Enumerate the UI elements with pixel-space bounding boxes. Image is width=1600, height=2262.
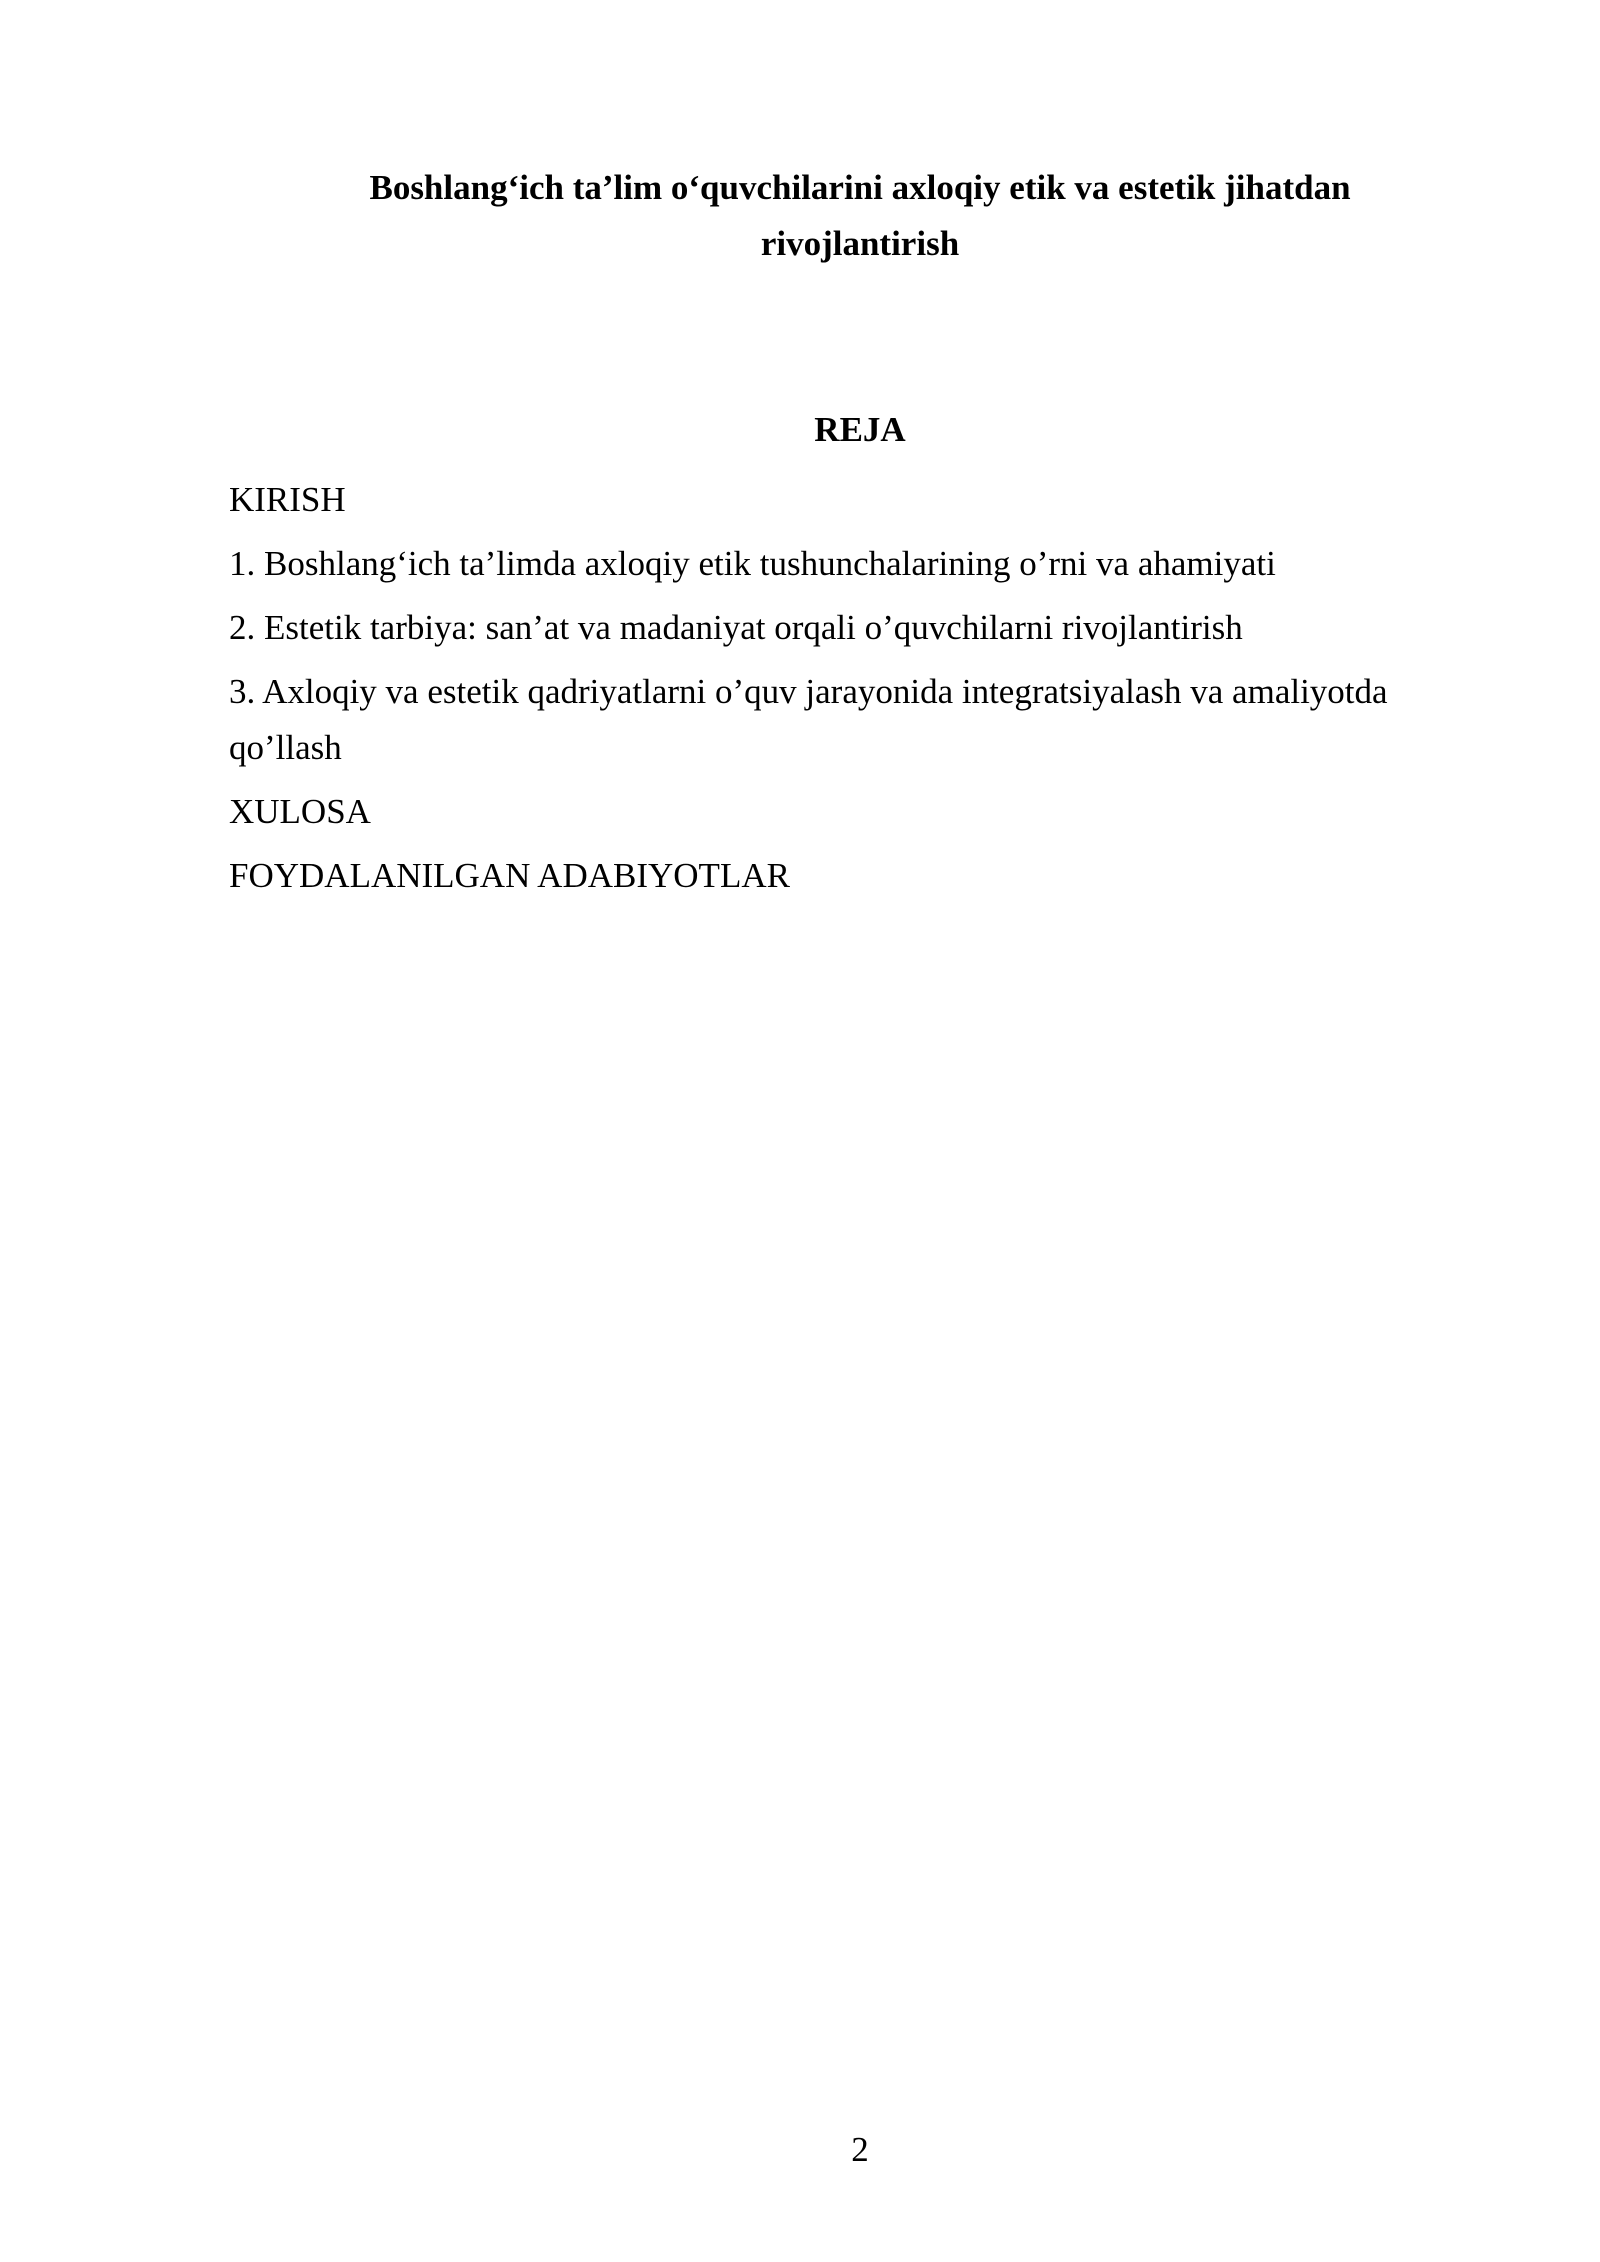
plan-list [229, 472, 1489, 912]
document-title [300, 160, 1420, 272]
document-title-line-1: Boshlang‘ich ta’lim o‘quvchilarini axloqiy etik va estetik jihatdan [369, 168, 1351, 207]
document-title-line-2: rivojlantirish [760, 224, 960, 263]
page-number: 2 [851, 2130, 869, 2169]
plan-item-3: 3. Axloqiy va estetik qadriyatlarni o’quv jarayonida integratsiyalash va amaliyotda qo’llash [229, 672, 1388, 767]
plan-item-introduction: KIRISH [229, 480, 346, 519]
plan-item-1: 1. Boshlang‘ich ta’limda axloqiy etik tushunchalarining o’rni va ahamiyati [229, 544, 1276, 583]
plan-item-references: FOYDALANILGAN ADABIYOTLAR [229, 856, 790, 895]
plan-heading: REJA [814, 410, 906, 449]
plan-item-conclusion: XULOSA [229, 792, 371, 831]
plan-item-2: 2. Estetik tarbiya: san’at va madaniyat orqali o’quvchilarni rivojlantirish [229, 608, 1243, 647]
